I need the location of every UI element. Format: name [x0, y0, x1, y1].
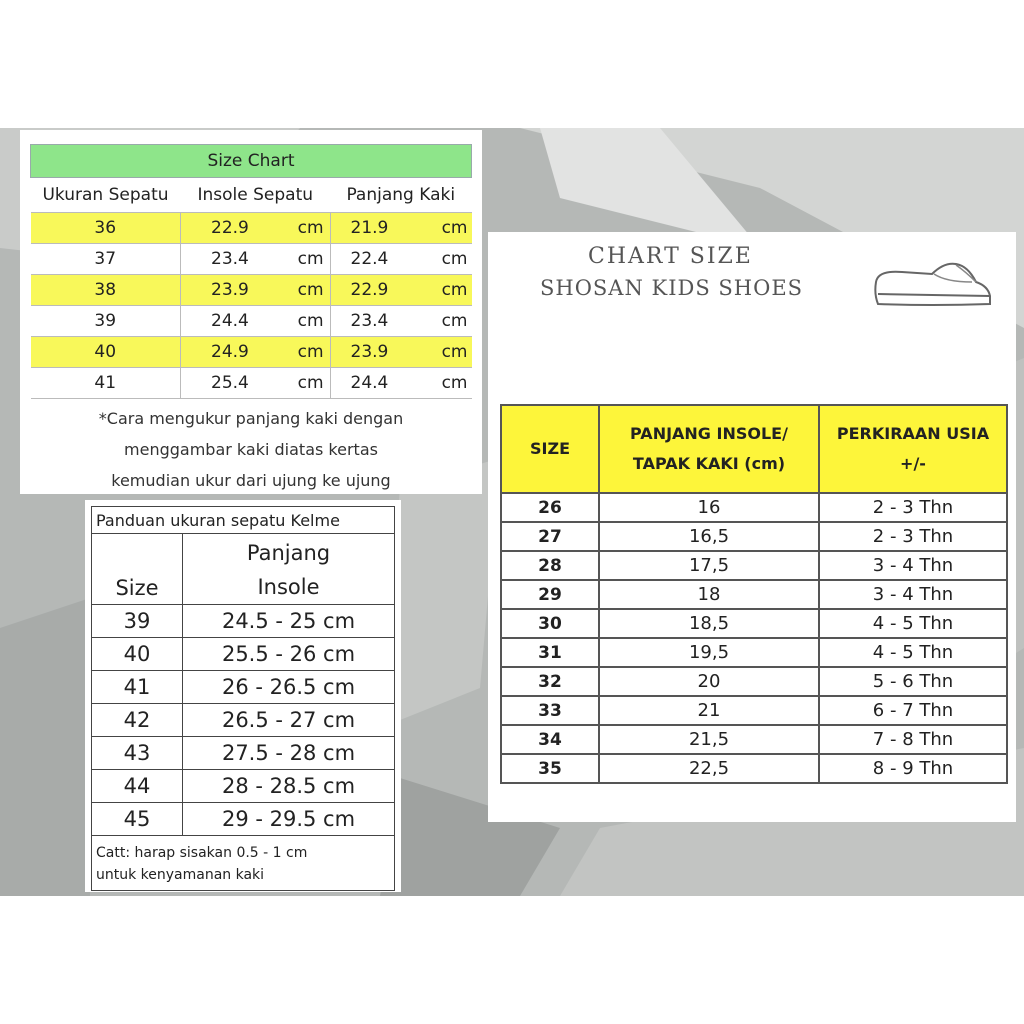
cell-size: 37 — [31, 244, 181, 275]
cell-unit: cm — [424, 244, 472, 275]
cell-size: 44 — [92, 770, 183, 803]
cell-unit: cm — [282, 306, 330, 337]
cell-size: 40 — [92, 638, 183, 671]
header-panjang-kaki: Panjang Kaki — [346, 185, 456, 205]
cell-age: 3 - 4 Thn — [819, 551, 1007, 580]
cell-kaki: 21.9 — [330, 213, 424, 244]
cell-insole: 23.4 — [181, 244, 282, 275]
cell-insole: 25.4 — [181, 368, 282, 399]
cell-insole: 18,5 — [599, 609, 819, 638]
cell-kaki: 22.4 — [330, 244, 424, 275]
cell-age: 2 - 3 Thn — [819, 522, 1007, 551]
cell-insole: 29 - 29.5 cm — [183, 803, 395, 836]
cell-size: 32 — [501, 667, 599, 696]
table-row — [92, 671, 395, 704]
cell-unit: cm — [424, 368, 472, 399]
table-row — [501, 667, 1007, 696]
shosan-header-row — [501, 405, 1007, 493]
table-row — [501, 638, 1007, 667]
table-row — [31, 337, 472, 368]
cell-unit: cm — [424, 306, 472, 337]
cell-insole: 19,5 — [599, 638, 819, 667]
kelme-header-size: Size — [92, 534, 183, 605]
kelme-note — [92, 836, 395, 891]
cell-size: 33 — [501, 696, 599, 725]
cell-insole: 24.5 - 25 cm — [183, 605, 395, 638]
kelme-caption: Panduan ukuran sepatu Kelme — [92, 507, 395, 534]
cell-insole: 26 - 26.5 cm — [183, 671, 395, 704]
cell-kaki: 22.9 — [330, 275, 424, 306]
cell-size: 43 — [92, 737, 183, 770]
table-row — [501, 522, 1007, 551]
shosan-title-line1: CHART SIZE — [588, 244, 753, 269]
shosan-header-insole — [599, 405, 819, 493]
table-header-row — [31, 178, 472, 213]
cell-insole: 18 — [599, 580, 819, 609]
note-line: kemudian ukur dari ujung ke ujung — [111, 471, 391, 490]
kelme-caption-row — [92, 507, 395, 534]
size-chart-table — [30, 144, 472, 399]
shosan-title-line2: SHOSAN KIDS SHOES — [540, 276, 804, 300]
cell-unit: cm — [424, 275, 472, 306]
shosan-header-insole-line1: PANJANG INSOLE/ — [630, 424, 788, 443]
table-row — [92, 737, 395, 770]
cell-age: 6 - 7 Thn — [819, 696, 1007, 725]
shosan-header-age-line2: +/- — [900, 454, 926, 473]
table-row — [501, 696, 1007, 725]
cell-size: 30 — [501, 609, 599, 638]
kelme-header-row — [92, 534, 395, 605]
table-row — [31, 306, 472, 337]
table-row — [92, 770, 395, 803]
cell-insole: 24.4 — [181, 306, 282, 337]
cell-age: 5 - 6 Thn — [819, 667, 1007, 696]
cell-size: 41 — [31, 368, 181, 399]
cell-unit: cm — [282, 244, 330, 275]
cell-insole: 20 — [599, 667, 819, 696]
cell-size: 34 — [501, 725, 599, 754]
table-title-row — [31, 145, 472, 178]
kelme-size-panel — [85, 500, 401, 892]
table-row — [92, 803, 395, 836]
kelme-note-line1: Catt: harap sisakan 0.5 - 1 cm — [96, 845, 308, 861]
cell-size: 39 — [92, 605, 183, 638]
cell-unit: cm — [424, 337, 472, 368]
cell-kaki: 24.4 — [330, 368, 424, 399]
cell-size: 38 — [31, 275, 181, 306]
cell-size: 29 — [501, 580, 599, 609]
table-row — [92, 638, 395, 671]
cell-size: 36 — [31, 213, 181, 244]
cell-insole: 23.9 — [181, 275, 282, 306]
cell-size: 41 — [92, 671, 183, 704]
cell-insole: 27.5 - 28 cm — [183, 737, 395, 770]
cell-size: 35 — [501, 754, 599, 783]
cell-insole: 26.5 - 27 cm — [183, 704, 395, 737]
table-row — [501, 754, 1007, 783]
shoe-icon — [872, 260, 994, 310]
cell-age: 4 - 5 Thn — [819, 609, 1007, 638]
shosan-header-size: SIZE — [501, 405, 599, 493]
cell-kaki: 23.9 — [330, 337, 424, 368]
shosan-size-table — [500, 404, 1008, 784]
shosan-header-age-line1: PERKIRAAN USIA — [836, 424, 990, 443]
kelme-header-insole-line2: Insole — [257, 575, 320, 599]
cell-age: 2 - 3 Thn — [819, 493, 1007, 522]
kelme-note-line2: untuk kenyamanan kaki — [96, 867, 265, 883]
table-row — [31, 275, 472, 306]
cell-size: 40 — [31, 337, 181, 368]
header-insole: Insole Sepatu — [197, 185, 314, 205]
cell-size: 27 — [501, 522, 599, 551]
cell-size: 26 — [501, 493, 599, 522]
cell-insole: 22,5 — [599, 754, 819, 783]
kelme-header-insole-line1: Panjang — [246, 541, 331, 565]
table-row — [501, 493, 1007, 522]
shosan-header-insole-line2: TAPAK KAKI (cm) — [632, 454, 786, 473]
size-chart-title: Size Chart — [31, 145, 472, 178]
cell-size: 31 — [501, 638, 599, 667]
cell-unit: cm — [282, 213, 330, 244]
cell-age: 7 - 8 Thn — [819, 725, 1007, 754]
cell-age: 4 - 5 Thn — [819, 638, 1007, 667]
cell-age: 3 - 4 Thn — [819, 580, 1007, 609]
table-row — [31, 244, 472, 275]
table-row — [31, 213, 472, 244]
cell-insole: 16 — [599, 493, 819, 522]
shosan-size-panel — [488, 232, 1016, 822]
table-row — [31, 368, 472, 399]
cell-unit: cm — [282, 368, 330, 399]
table-row — [501, 609, 1007, 638]
cell-insole: 16,5 — [599, 522, 819, 551]
cell-age: 8 - 9 Thn — [819, 754, 1007, 783]
header-ukuran: Ukuran Sepatu — [42, 185, 169, 205]
table-row — [501, 725, 1007, 754]
kelme-size-table — [91, 506, 395, 891]
table-row — [501, 551, 1007, 580]
size-chart-panel — [20, 130, 482, 494]
kelme-note-row — [92, 836, 395, 891]
table-row — [501, 580, 1007, 609]
cell-insole: 22.9 — [181, 213, 282, 244]
kelme-header-insole — [183, 534, 395, 605]
cell-kaki: 23.4 — [330, 306, 424, 337]
table-row — [92, 704, 395, 737]
cell-unit: cm — [282, 275, 330, 306]
cell-size: 39 — [31, 306, 181, 337]
cell-size: 45 — [92, 803, 183, 836]
cell-insole: 21 — [599, 696, 819, 725]
cell-insole: 28 - 28.5 cm — [183, 770, 395, 803]
note-line: *Cara mengukur panjang kaki dengan — [98, 409, 404, 428]
note-line: menggambar kaki diatas kertas — [124, 440, 378, 459]
shosan-header-age — [819, 405, 1007, 493]
cell-unit: cm — [282, 337, 330, 368]
measurement-note — [30, 403, 472, 496]
table-row — [92, 605, 395, 638]
cell-size: 42 — [92, 704, 183, 737]
cell-insole: 17,5 — [599, 551, 819, 580]
cell-insole: 25.5 - 26 cm — [183, 638, 395, 671]
cell-insole: 21,5 — [599, 725, 819, 754]
cell-size: 28 — [501, 551, 599, 580]
cell-insole: 24.9 — [181, 337, 282, 368]
cell-unit: cm — [424, 213, 472, 244]
